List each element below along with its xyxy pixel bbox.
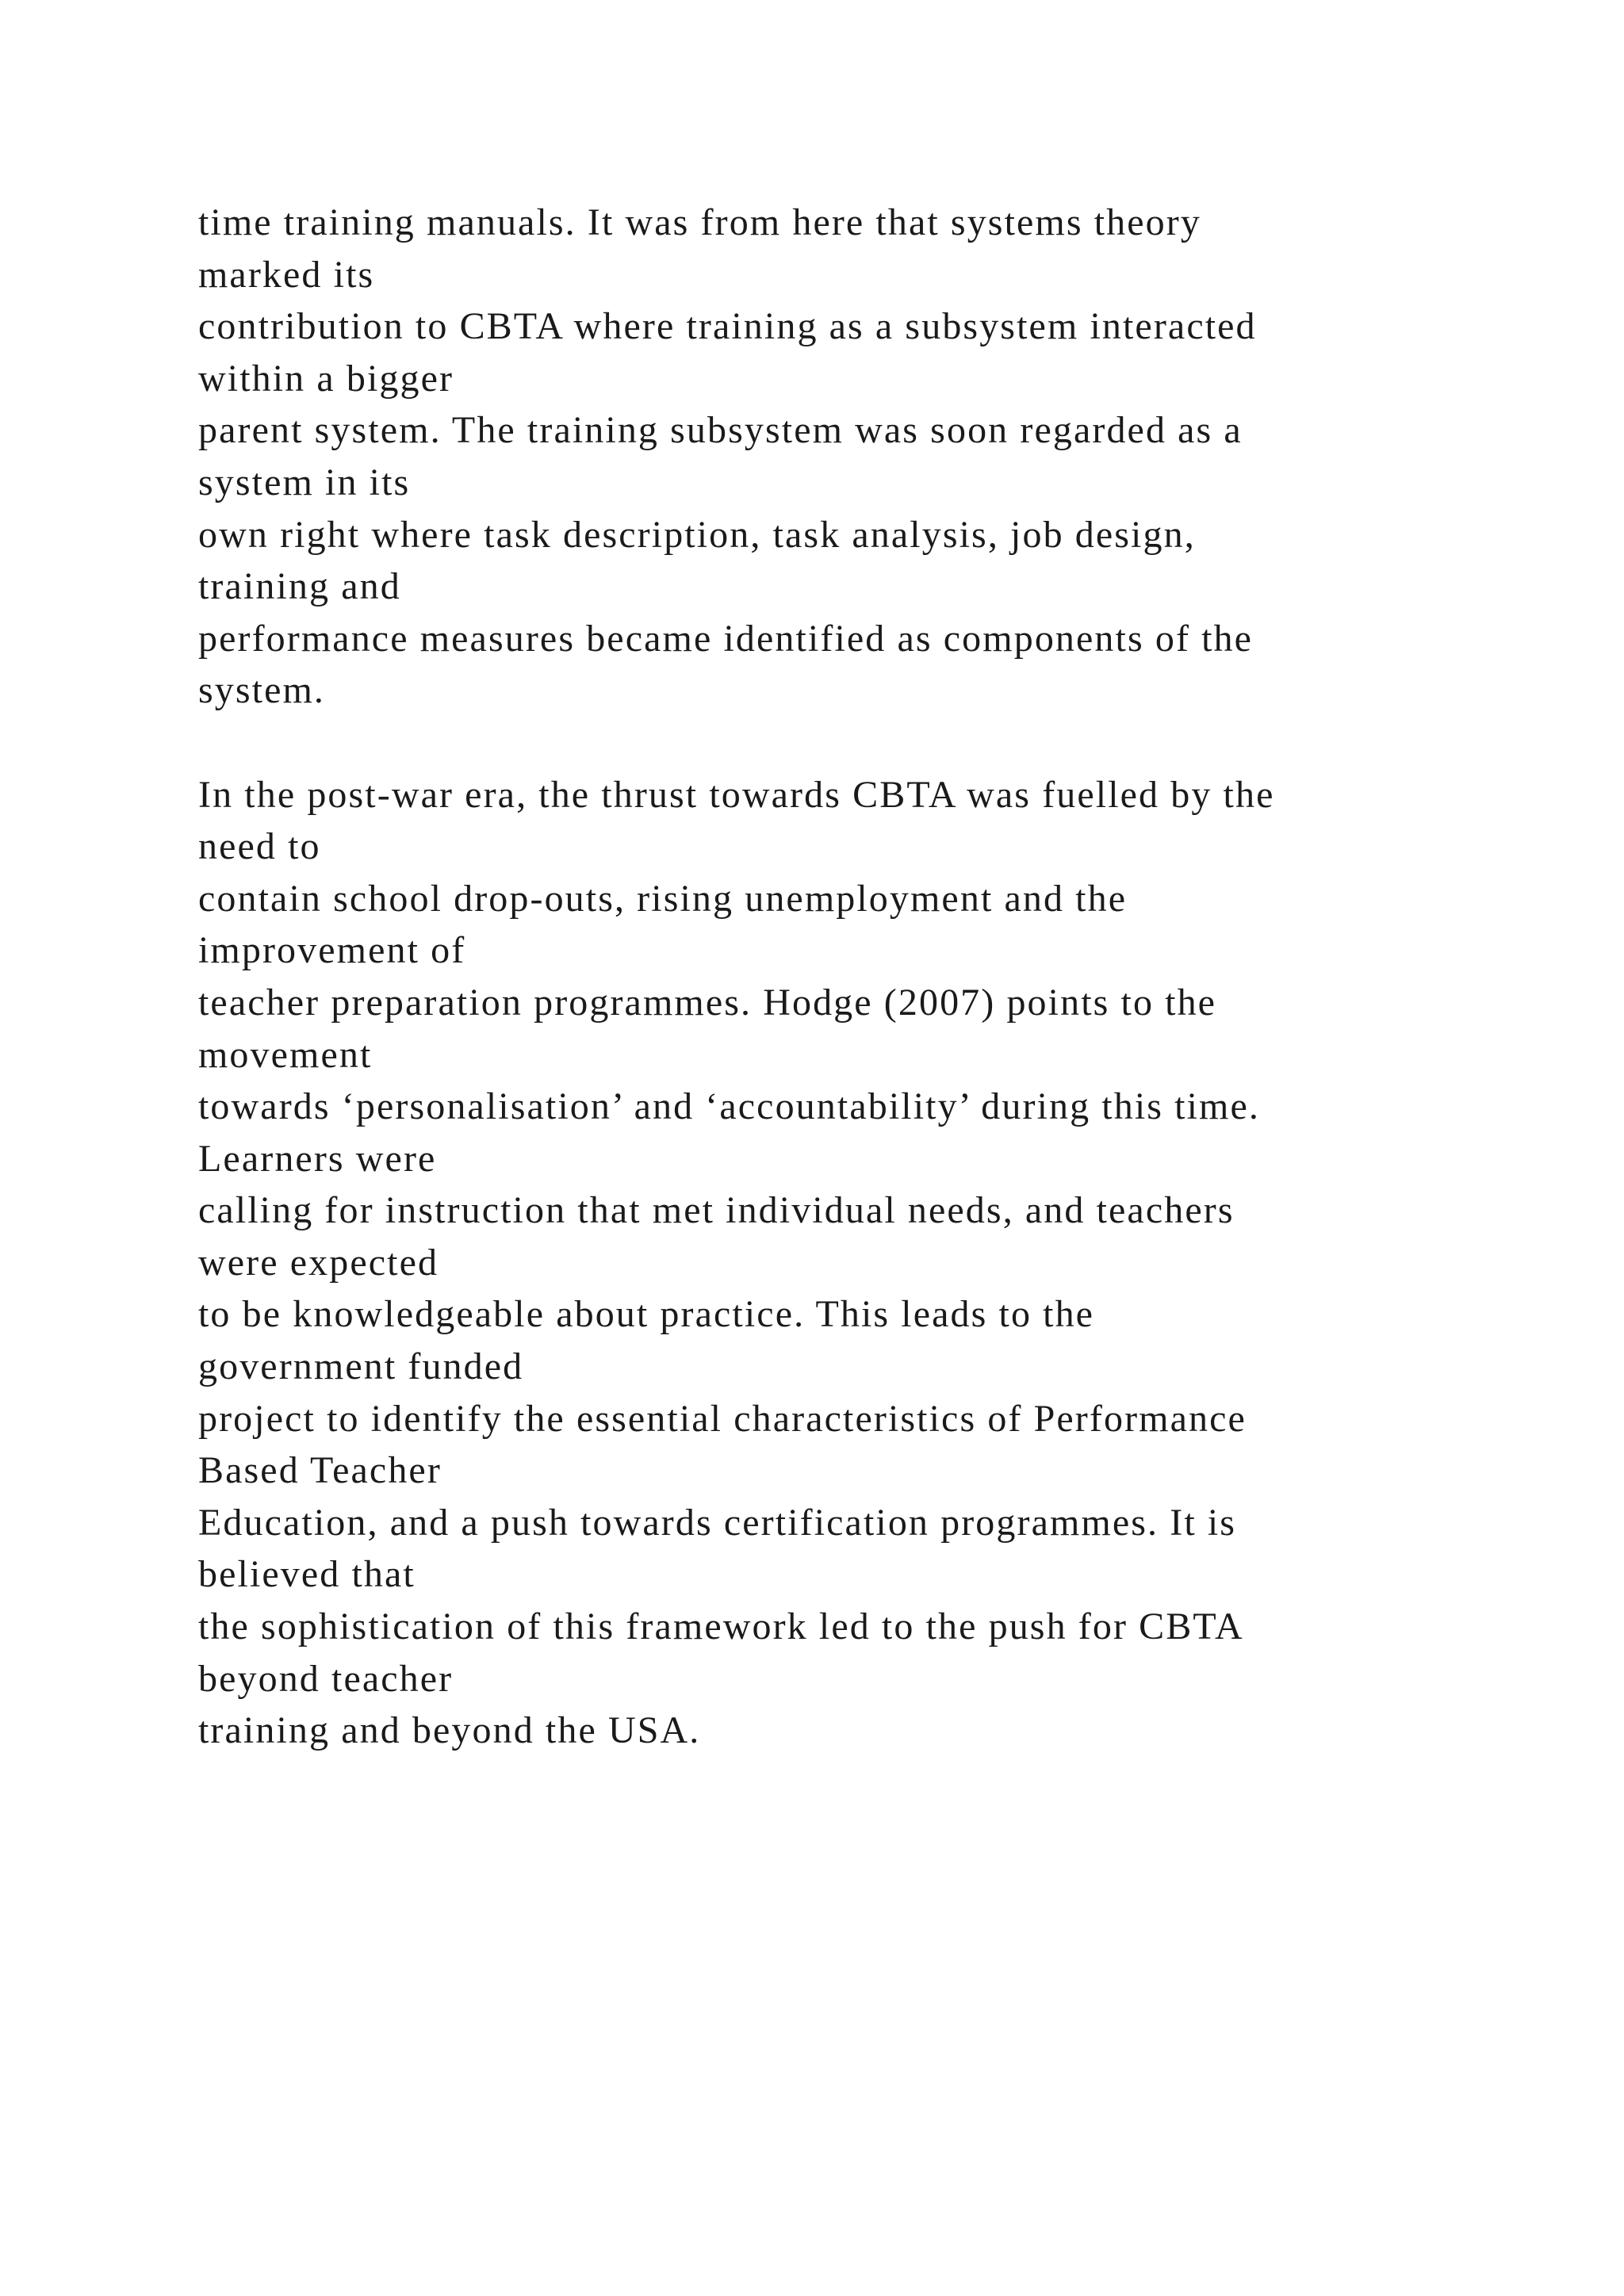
text-line: Learners were (198, 1137, 437, 1180)
text-line: need to (198, 825, 321, 868)
paragraph-2 (198, 769, 1546, 1757)
text-line: beyond teacher (198, 1657, 454, 1700)
text-line: improvement of (198, 929, 466, 972)
text-line: were expected (198, 1241, 439, 1284)
text-line: performance measures became identified as components of the (198, 617, 1254, 660)
text-line: own right where task description, task analysis, job design, (198, 513, 1196, 556)
text-line: contain school drop-outs, rising unemployment and the (198, 877, 1128, 920)
text-line: project to identify the essential characteristics of Performance (198, 1397, 1247, 1440)
document-body (198, 197, 1546, 1757)
text-line: teacher preparation programmes. Hodge (2007) points to the (198, 981, 1217, 1024)
text-line: within a bigger (198, 357, 454, 400)
text-line: system in its (198, 461, 411, 503)
text-line: movement (198, 1033, 373, 1076)
text-line: to be knowledgeable about practice. This leads to the (198, 1293, 1095, 1336)
text-line: parent system. The training subsystem was soon regarded as a (198, 409, 1243, 452)
text-line: believed that (198, 1553, 416, 1596)
paragraph-1 (198, 197, 1546, 717)
paragraph-spacer (198, 717, 1546, 769)
text-line: Based Teacher (198, 1449, 442, 1492)
text-line: calling for instruction that met individual needs, and teachers (198, 1189, 1235, 1232)
text-line: In the post-war era, the thrust towards CBTA was fuelled by the (198, 773, 1275, 816)
text-line: the sophistication of this framework led to the push for CBTA (198, 1605, 1244, 1648)
text-line: towards ‘personalisation’ and ‘accountability’ during this time. (198, 1085, 1260, 1128)
text-line: government funded (198, 1345, 524, 1388)
text-line: contribution to CBTA where training as a subsystem interacted (198, 305, 1257, 348)
text-line: marked its (198, 253, 375, 296)
text-line: time training manuals. It was from here that systems theory (198, 201, 1201, 243)
text-line: training and (198, 565, 401, 608)
text-line: system. (198, 669, 326, 712)
text-line: training and beyond the USA. (198, 1709, 701, 1752)
text-line: Education, and a push towards certification programmes. It is (198, 1501, 1237, 1544)
